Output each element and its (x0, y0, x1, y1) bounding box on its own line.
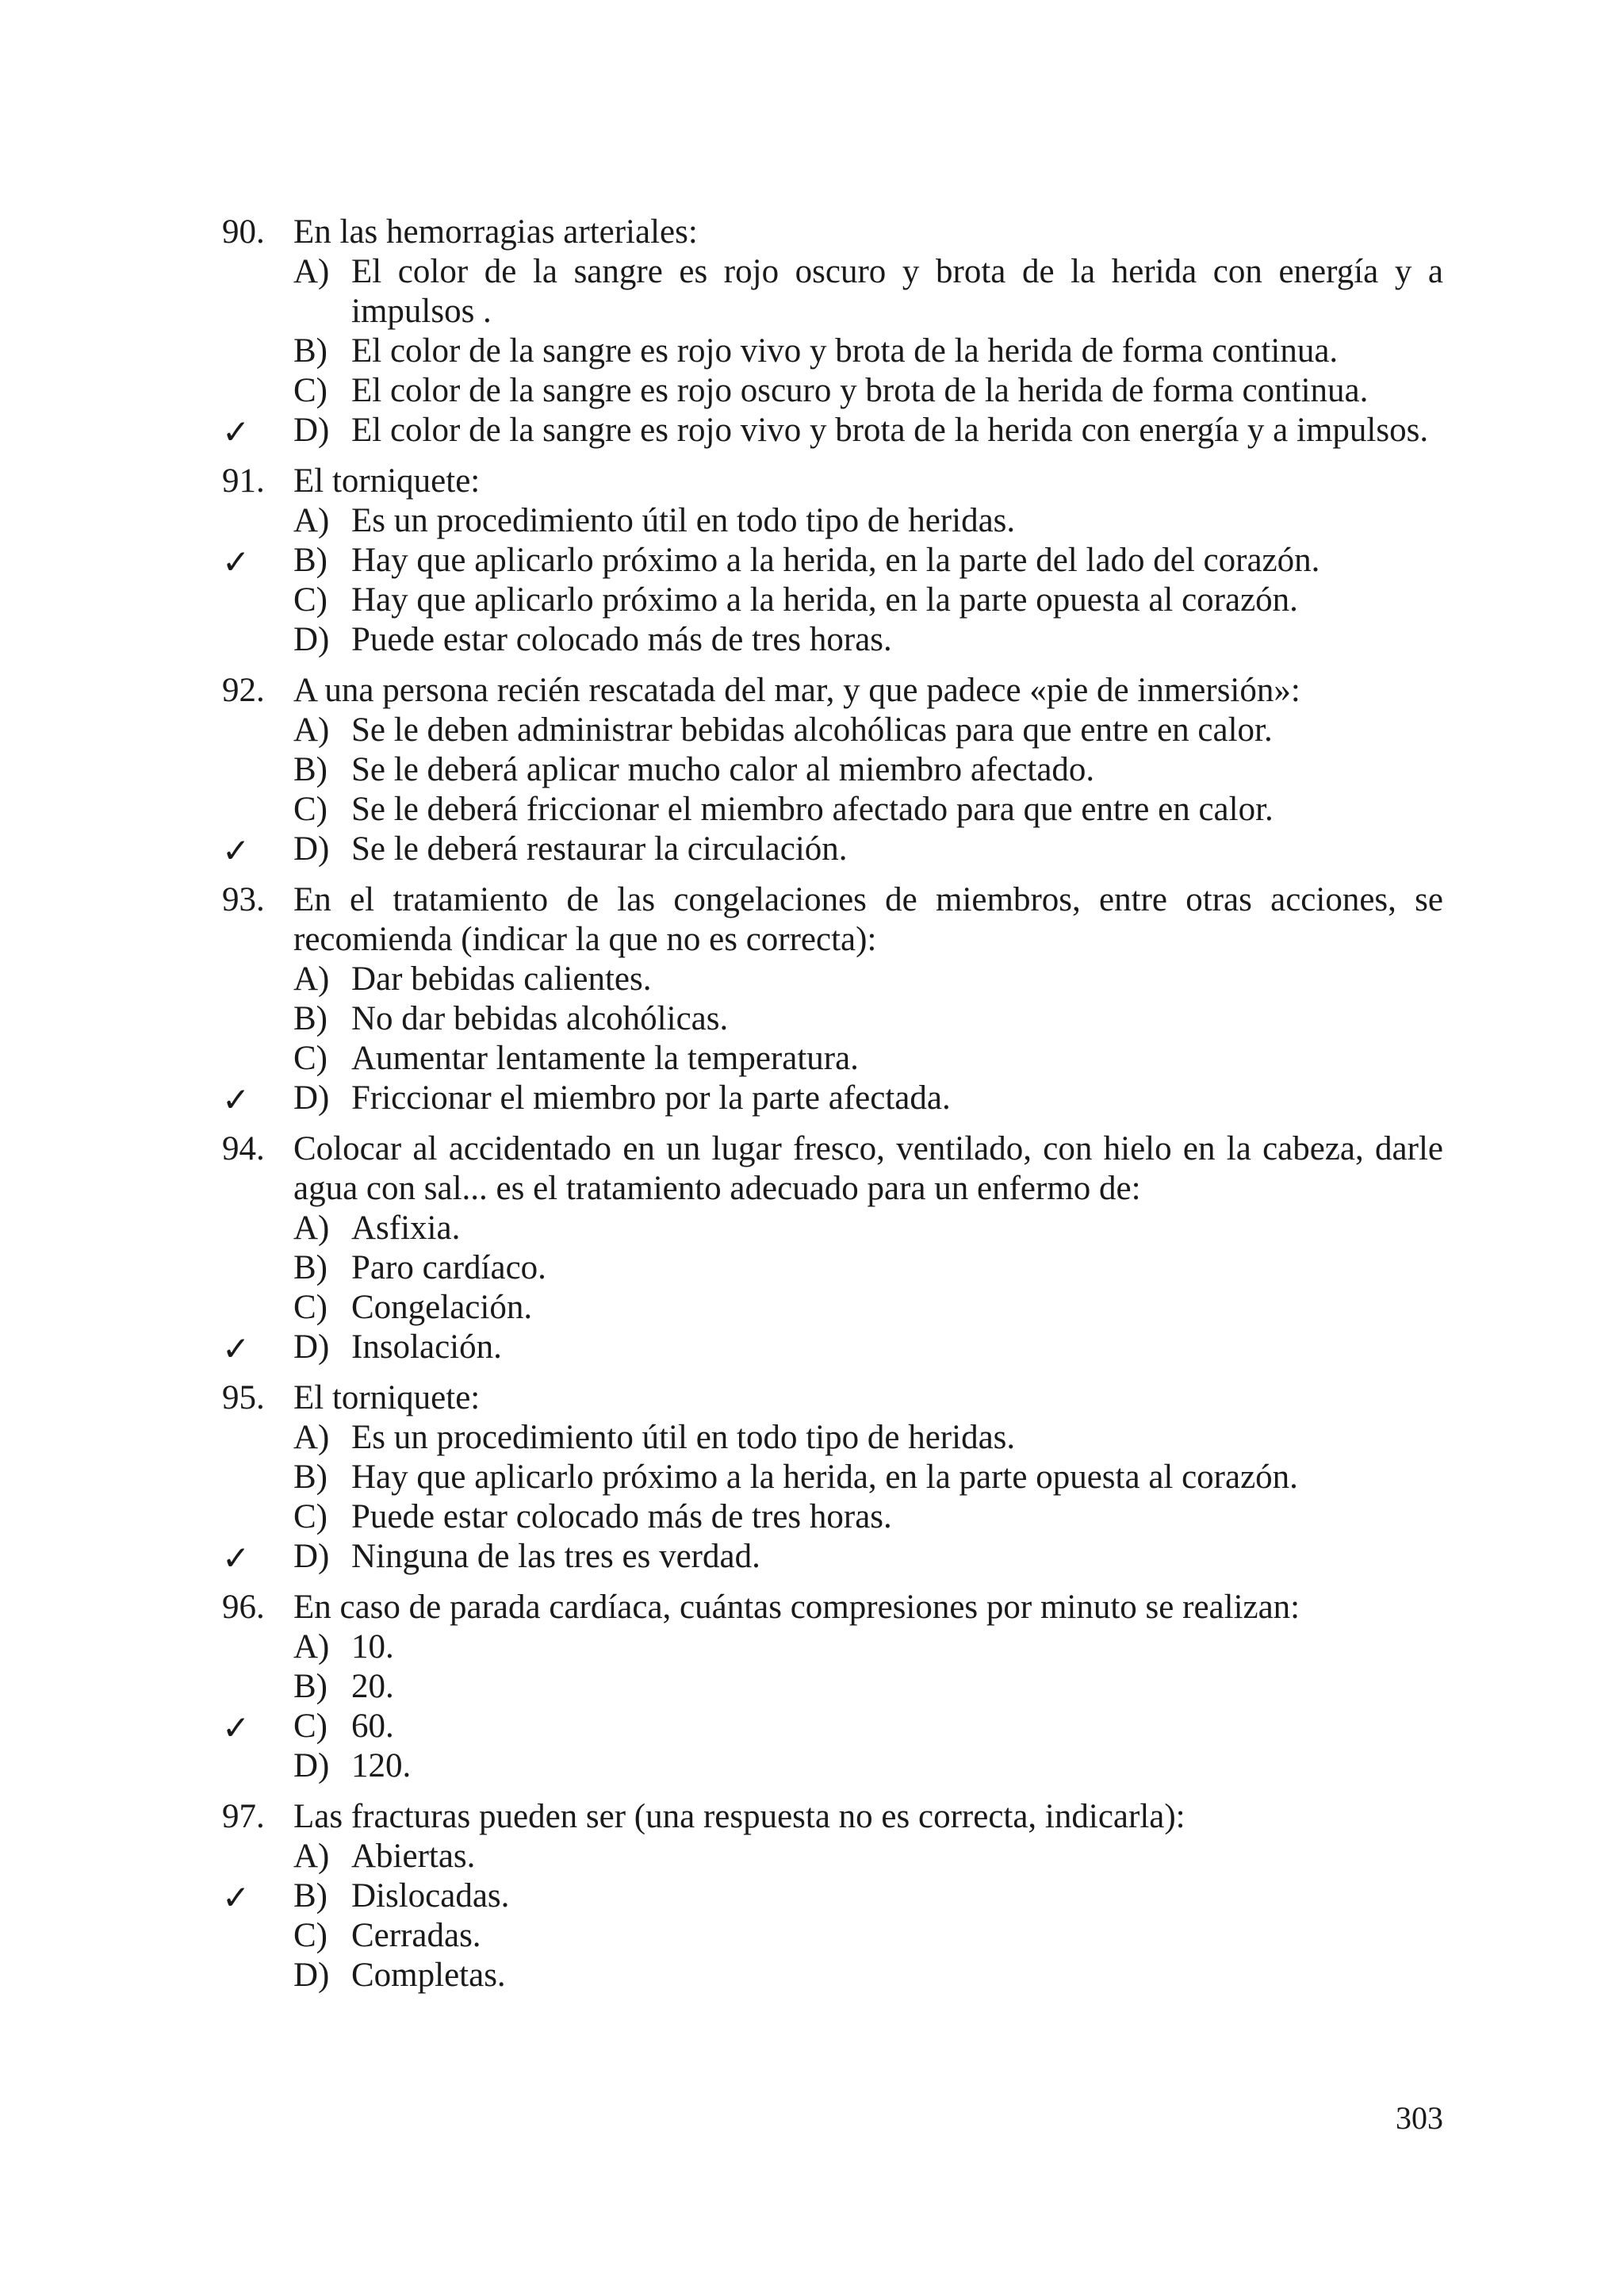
option-label: D) (293, 1328, 330, 1366)
answer-option (222, 1418, 1443, 1458)
option-list (222, 960, 1443, 1118)
question-stem (222, 213, 1443, 252)
check-mark-icon: ✓ (222, 412, 251, 451)
answer-option (222, 1209, 1443, 1248)
question-item (222, 213, 1443, 450)
question-stem (222, 880, 1443, 960)
option-label: C) (293, 372, 327, 409)
answer-option (222, 960, 1443, 999)
option-text: Se le deberá friccionar el miembro afectado para que entre en calor. (351, 791, 1274, 828)
question-item (222, 462, 1443, 660)
question-stem (222, 1588, 1443, 1627)
option-label: D) (293, 1079, 330, 1117)
question-stem (222, 1378, 1443, 1418)
option-label: C) (293, 1040, 327, 1077)
option-label: A) (293, 1419, 330, 1456)
option-label: C) (293, 581, 327, 619)
question-list (222, 213, 1443, 2007)
option-label: B) (293, 1249, 327, 1286)
answer-option (222, 252, 1443, 332)
page-number: 303 (1396, 2100, 1443, 2136)
option-label: D) (293, 1957, 330, 1994)
answer-option (222, 1497, 1443, 1537)
option-text: Ninguna de las tres es verdad. (351, 1538, 760, 1575)
option-text: Puede estar colocado más de tres horas. (351, 621, 892, 658)
option-text: 20. (351, 1668, 394, 1705)
check-mark-icon: ✓ (222, 1539, 251, 1577)
option-text: El color de la sangre es rojo oscuro y brota de la herida con energía y a impulsos . (351, 253, 1443, 330)
option-label: A) (293, 253, 330, 290)
question-text: Colocar al accidentado en un lugar fresco, ventilado, con hielo en la cabeza, darle agua con sal... es el tratamiento adecuado para un enfermo de: (293, 1130, 1443, 1207)
option-label: A) (293, 711, 330, 749)
answer-option (222, 1328, 1443, 1367)
answer-option (222, 1627, 1443, 1667)
option-text: Se le deberá aplicar mucho calor al miembro afectado. (351, 751, 1095, 788)
answer-option (222, 501, 1443, 541)
option-text: Abiertas. (351, 1838, 476, 1875)
option-text: 120. (351, 1747, 412, 1784)
check-mark-icon: ✓ (222, 831, 251, 870)
option-text: Se le deben administrar bebidas alcohólicas para que entre en calor. (351, 711, 1273, 749)
answer-option (222, 411, 1443, 450)
question-number: 93. (222, 881, 265, 918)
option-label: B) (293, 751, 327, 788)
question-number: 97. (222, 1798, 265, 1835)
option-text: Dar bebidas calientes. (351, 960, 652, 998)
answer-option (222, 1876, 1443, 1916)
option-label: D) (293, 621, 330, 658)
question-number: 91. (222, 462, 265, 500)
option-label: C) (293, 791, 327, 828)
option-label: D) (293, 412, 330, 449)
question-number: 92. (222, 672, 265, 709)
option-text: Es un procedimiento útil en todo tipo de heridas. (351, 502, 1016, 539)
option-label: C) (293, 1498, 327, 1535)
question-text: En las hemorragias arteriales: (293, 213, 698, 251)
option-label: B) (293, 1668, 327, 1705)
question-number: 94. (222, 1130, 265, 1167)
question-text: El torniquete: (293, 462, 481, 500)
check-mark-icon: ✓ (222, 1878, 251, 1917)
option-label: D) (293, 830, 330, 868)
option-label: D) (293, 1747, 330, 1784)
question-item (222, 880, 1443, 1118)
question-item (222, 1797, 1443, 1995)
option-text: Insolación. (351, 1328, 502, 1366)
question-stem (222, 1129, 1443, 1209)
option-text: 60. (351, 1708, 394, 1745)
answer-option (222, 750, 1443, 790)
answer-option (222, 620, 1443, 660)
answer-option (222, 790, 1443, 830)
question-number: 90. (222, 213, 265, 251)
question-text: En el tratamiento de las congelaciones de miembros, entre otras acciones, se recomienda (indicar la que no es correcta): (293, 881, 1443, 958)
option-text: Paro cardíaco. (351, 1249, 546, 1286)
answer-option (222, 332, 1443, 371)
option-label: C) (293, 1289, 327, 1326)
option-label: A) (293, 502, 330, 539)
question-text: A una persona recién rescatada del mar, y que padece «pie de inmersión»: (293, 672, 1300, 709)
answer-option (222, 1248, 1443, 1288)
option-text: Cerradas. (351, 1917, 481, 1954)
option-text: Es un procedimiento útil en todo tipo de heridas. (351, 1419, 1016, 1456)
option-text: Dislocadas. (351, 1877, 510, 1915)
option-label: B) (293, 1000, 327, 1037)
answer-option (222, 1956, 1443, 1995)
option-label: C) (293, 1917, 327, 1954)
option-text: El color de la sangre es rojo vivo y brota de la herida de forma continua. (351, 332, 1339, 370)
option-label: A) (293, 960, 330, 998)
answer-option (222, 1837, 1443, 1876)
answer-option (222, 1079, 1443, 1118)
option-text: Asfixia. (351, 1209, 461, 1247)
answer-option (222, 1667, 1443, 1707)
option-list (222, 1627, 1443, 1786)
option-list (222, 711, 1443, 869)
answer-option (222, 830, 1443, 869)
option-text: Completas. (351, 1957, 506, 1994)
question-stem (222, 1797, 1443, 1837)
question-item (222, 1588, 1443, 1786)
question-text: En caso de parada cardíaca, cuántas compresiones por minuto se realizan: (293, 1589, 1300, 1626)
answer-option (222, 541, 1443, 581)
answer-option (222, 999, 1443, 1039)
option-text: No dar bebidas alcohólicas. (351, 1000, 729, 1037)
check-mark-icon: ✓ (222, 1329, 251, 1368)
option-text: 10. (351, 1628, 394, 1665)
option-label: C) (293, 1708, 327, 1745)
option-text: Aumentar lentamente la temperatura. (351, 1040, 859, 1077)
option-text: Hay que aplicarlo próximo a la herida, en la parte opuesta al corazón. (351, 581, 1298, 619)
question-number: 96. (222, 1589, 265, 1626)
option-text: El color de la sangre es rojo vivo y brota de la herida con energía y a impulsos. (351, 412, 1429, 449)
option-label: B) (293, 1458, 327, 1496)
answer-option (222, 1707, 1443, 1746)
option-text: Puede estar colocado más de tres horas. (351, 1498, 892, 1535)
option-list (222, 1418, 1443, 1577)
answer-option (222, 1458, 1443, 1497)
option-list (222, 1209, 1443, 1367)
answer-option (222, 1288, 1443, 1328)
answer-option (222, 1537, 1443, 1577)
option-text: Friccionar el miembro por la parte afectada. (351, 1079, 951, 1117)
option-text: Congelación. (351, 1289, 533, 1326)
option-label: B) (293, 542, 327, 579)
question-text: Las fracturas pueden ser (una respuesta no es correcta, indicarla): (293, 1798, 1185, 1835)
answer-option (222, 711, 1443, 750)
question-number: 95. (222, 1379, 265, 1416)
answer-option (222, 1039, 1443, 1079)
question-stem (222, 462, 1443, 501)
question-stem (222, 671, 1443, 711)
option-label: A) (293, 1209, 330, 1247)
option-text: Hay que aplicarlo próximo a la herida, en la parte opuesta al corazón. (351, 1458, 1298, 1496)
option-list (222, 252, 1443, 450)
option-label: D) (293, 1538, 330, 1575)
option-label: A) (293, 1838, 330, 1875)
question-item (222, 671, 1443, 869)
check-mark-icon: ✓ (222, 542, 251, 581)
option-text: Hay que aplicarlo próximo a la herida, en la parte del lado del corazón. (351, 542, 1320, 579)
question-text: El torniquete: (293, 1379, 481, 1416)
check-mark-icon: ✓ (222, 1080, 251, 1119)
option-label: B) (293, 1877, 327, 1915)
option-label: B) (293, 332, 327, 370)
option-list (222, 1837, 1443, 1995)
option-label: A) (293, 1628, 330, 1665)
answer-option (222, 581, 1443, 620)
option-text: El color de la sangre es rojo oscuro y brota de la herida de forma continua. (351, 372, 1369, 409)
answer-option (222, 1916, 1443, 1956)
question-item (222, 1129, 1443, 1367)
check-mark-icon: ✓ (222, 1708, 251, 1747)
question-item (222, 1378, 1443, 1577)
answer-option (222, 371, 1443, 411)
answer-option (222, 1746, 1443, 1786)
option-text: Se le deberá restaurar la circulación. (351, 830, 848, 868)
option-list (222, 501, 1443, 660)
